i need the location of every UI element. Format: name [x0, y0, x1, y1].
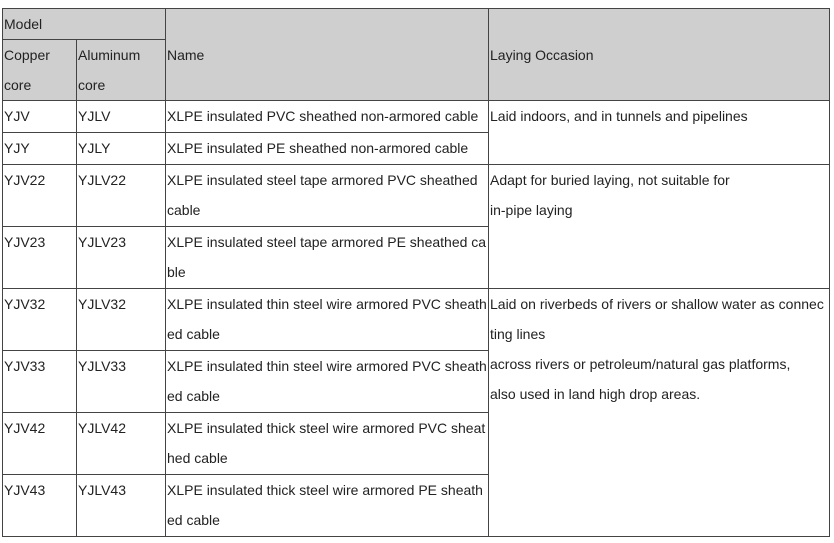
cable-name-line: XLPE insulated steel tape armored PVC sheathed: [167, 172, 478, 188]
copper-model-cell: YJV33: [3, 351, 77, 413]
header-laying-occasion: Laying Occasion: [489, 9, 830, 101]
aluminum-model-cell: YJLV22: [77, 165, 166, 227]
laying-occasion-cell: [489, 289, 830, 537]
laying-occasion-line: Laid indoors, and in tunnels and pipelines: [490, 108, 748, 124]
cable-name-cell: [166, 227, 489, 289]
cable-name-line: ed cable: [167, 388, 220, 404]
table-row: [3, 101, 830, 133]
cable-name-cell: [166, 351, 489, 413]
laying-occasion-cell: [489, 101, 830, 165]
cable-name-line: hed cable: [167, 450, 228, 466]
laying-occasion-line: Adapt for buried laying, not suitable for: [490, 172, 730, 188]
cable-name-line: XLPE insulated PE sheathed non-armored cable: [167, 140, 469, 156]
copper-model-cell: YJV22: [3, 165, 77, 227]
laying-occasion-line: Laid on riverbeds of rivers or shallow water as connec: [490, 296, 824, 312]
copper-model-cell: YJV23: [3, 227, 77, 289]
table-row: [3, 289, 830, 351]
cable-name-cell: [166, 475, 489, 537]
copper-model-cell: YJY: [3, 133, 77, 165]
header-copper-core-line: Copper: [4, 47, 50, 63]
cable-name-line: XLPE insulated thin steel wire armored PVC sheath: [167, 296, 487, 312]
laying-occasion-line: ting lines: [490, 326, 546, 342]
laying-occasion-line: across rivers or petroleum/natural gas platforms,: [490, 356, 791, 372]
cable-name-line: XLPE insulated thin steel wire armored PVC sheath: [167, 358, 487, 374]
cable-name-line: XLPE insulated thick steel wire armored PE sheath: [167, 482, 483, 498]
aluminum-model-cell: YJLV43: [77, 475, 166, 537]
header-name: Name: [166, 9, 489, 101]
table-row: [3, 165, 830, 227]
aluminum-model-cell: YJLV23: [77, 227, 166, 289]
cable-name-line: cable: [167, 202, 201, 218]
cable-name-line: ed cable: [167, 326, 220, 342]
copper-model-cell: YJV32: [3, 289, 77, 351]
cable-name-line: ed cable: [167, 512, 220, 528]
laying-occasion-line: in-pipe laying: [490, 202, 573, 218]
aluminum-model-cell: YJLY: [77, 133, 166, 165]
header-aluminum-core-line: Aluminum: [78, 47, 141, 63]
copper-model-cell: YJV42: [3, 413, 77, 475]
aluminum-model-cell: YJLV42: [77, 413, 166, 475]
copper-model-cell: YJV43: [3, 475, 77, 537]
cable-name-line: XLPE insulated thick steel wire armored PVC sheat: [167, 420, 486, 436]
cable-name-cell: [166, 101, 489, 133]
header-aluminum-core-line: core: [78, 77, 106, 93]
laying-occasion-cell: [489, 165, 830, 289]
cable-name-cell: [166, 133, 489, 165]
header-copper-core-line: core: [4, 77, 32, 93]
aluminum-model-cell: YJLV33: [77, 351, 166, 413]
cable-name-cell: [166, 413, 489, 475]
header-aluminum-core: [77, 40, 166, 101]
cable-name-line: XLPE insulated steel tape armored PE sheathed ca: [167, 234, 487, 250]
aluminum-model-cell: YJLV: [77, 101, 166, 133]
cable-model-table: [2, 8, 830, 537]
cable-name-cell: [166, 165, 489, 227]
laying-occasion-line: also used in land high drop areas.: [490, 386, 701, 402]
cable-name-cell: [166, 289, 489, 351]
cable-name-line: XLPE insulated PVC sheathed non-armored cable: [167, 108, 479, 124]
header-copper-core: [3, 40, 77, 101]
cable-name-line: ble: [167, 264, 186, 280]
header-model: Model: [3, 9, 166, 40]
copper-model-cell: YJV: [3, 101, 77, 133]
aluminum-model-cell: YJLV32: [77, 289, 166, 351]
